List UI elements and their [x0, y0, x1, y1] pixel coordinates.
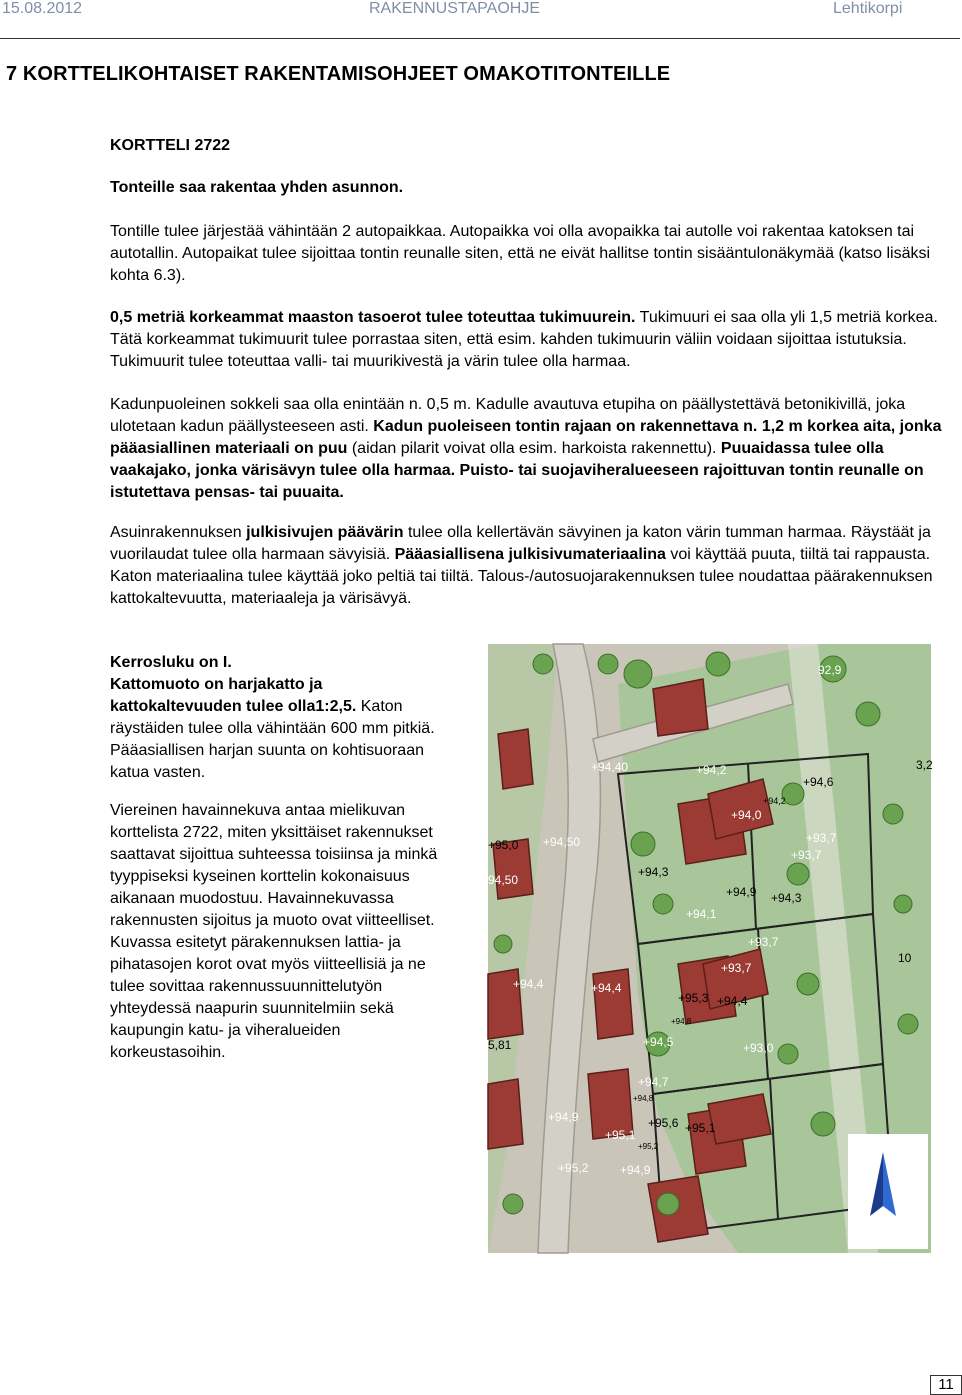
- page-header: [0, 0, 960, 39]
- street-frontage-paragraph: Kadunpuoleinen sokkeli saa olla enintään n. 0,5 m. Kadulle avautuva etupiha on päällystettävä betonikivillä, joka ulotetaan kadun päällysteeseen asti. Kadun puoleiseen tontin rajaan on rakennettava n. 1,2 m korkea aita, jonka pääasiallinen materiaali on puu (aidan pilarit voivat olla esim. harkoista rakennettu). Puuaidassa tulee olla vaakajako, jonka värisävyn tulee olla harmaa. Puisto- tai suojaviheralueeseen rajoittuvan tontin reunalle on istutettava pensas- tai puuaita.: [110, 396, 942, 501]
- site-plan-illustration: [488, 644, 931, 1253]
- svg-text:+95,0: +95,0: [488, 838, 519, 852]
- roof-rules: Kerrosluku on I. Kattomuoto on harjakatto ja kattokaltevuuden tulee olla1:2,5. Katon räystäiden tulee olla vähintään 600 mm pitkiä. Pääasiallisen harjan suunta on kohtisuoraan katua vasten.: [110, 654, 435, 781]
- svg-text:+95,6: +95,6: [648, 1116, 679, 1130]
- svg-text:+94,0: +94,0: [731, 808, 762, 822]
- svg-text:+94,9: +94,9: [548, 1110, 579, 1124]
- svg-text:+93,0: +93,0: [743, 1041, 774, 1055]
- svg-text:94,50: 94,50: [488, 873, 519, 887]
- svg-text:+95,1: +95,1: [685, 1121, 716, 1135]
- svg-text:+94,50: +94,50: [543, 835, 581, 849]
- svg-text:+94,5: +94,5: [643, 1035, 674, 1049]
- svg-text:+93,7: +93,7: [791, 848, 822, 862]
- page-title: 7 KORTTELIKOHTAISET RAKENTAMISOHJEET OMAKOTITONTEILLE: [6, 63, 671, 85]
- svg-text:+94,1: +94,1: [686, 907, 717, 921]
- svg-text:+94,3: +94,3: [771, 891, 802, 905]
- svg-text:+94,9: +94,9: [726, 885, 757, 899]
- svg-text:+95,1: +95,1: [605, 1128, 636, 1142]
- svg-text:3,2: 3,2: [916, 758, 933, 772]
- svg-text:+94,3: +94,3: [638, 865, 669, 879]
- svg-text:+95,2: +95,2: [638, 1142, 659, 1151]
- header-date: 15.08.2012: [2, 0, 83, 17]
- svg-text:+93,7: +93,7: [721, 961, 752, 975]
- svg-text:5,81: 5,81: [488, 1038, 512, 1052]
- svg-text:+94,4: +94,4: [513, 977, 544, 991]
- svg-text:+95,3: +95,3: [678, 991, 709, 1005]
- retaining-wall-paragraph: 0,5 metriä korkeammat maaston tasoerot tulee toteuttaa tukimuurein. Tukimuuri ei saa olla yli 1,5 metriä korkea. Tätä korkeammat tukimuurit tulee porrastaa siten, että esim. kahden tukimuurin väliin voidaan sijoittaa istutuksia. Tukimuurit tulee toteuttaa valli- tai muurikivestä ja värin tulee olla harmaa.: [110, 309, 938, 370]
- svg-text:+93,7: +93,7: [748, 935, 779, 949]
- svg-text:+94,2: +94,2: [696, 763, 727, 777]
- svg-text:+94,9: +94,9: [620, 1163, 651, 1177]
- svg-text:10: 10: [898, 951, 912, 965]
- facade-paragraph: Asuinrakennuksen julkisivujen päävärin tulee olla kellertävän sävyinen ja katon värin tumman harmaa. Räystäät ja vuorilaudat tulee olla harmaan sävyisiä. Pääasiallisena julkisivumateriaalina voi käyttää puuta, tiiltä tai rappausta. Katon materiaalina tulee käyttää joko peltiä tai tiiltä. Talous-/autosuojarakennuksen tulee noudattaa päärakennuksen kattokaltevuutta, materiaaleja ja värisävyä.: [110, 524, 933, 607]
- svg-text:+94,8: +94,8: [633, 1094, 654, 1103]
- svg-text:+94,4: +94,4: [591, 981, 622, 995]
- one-dwelling-rule: Tonteille saa rakentaa yhden asunnon.: [110, 179, 404, 196]
- illustration-description: Viereinen havainnekuva antaa mielikuvan korttelista 2722, miten yksittäiset rakennukset saattavat sijoittua suhteessa toisiinsa ja minkä tyyppiseksi kyseinen korttelin kokonaisuus aikanaan muodostuu. Havainnekuvassa rakennusten sijoitus ja muoto ovat viitteelliset. Kuvassa esitetyt pärakennuksen lattia- ja pihatasojen korot ovat myös viitteellisiä ja ne tulee sovittaa rakennussuunnittelutyön yhteydessä naapurin suunnitelmiin sekä kaupungin katu- ja viheralueiden korkeustasoihin.: [110, 802, 438, 1061]
- block-heading: KORTTELI 2722: [110, 137, 231, 154]
- parking-paragraph: Tontille tulee järjestää vähintään 2 autopaikkaa. Autopaikka voi olla avopaikka tai autolle voi rakentaa katoksen tai autotallin. Autopaikat tulee sijoittaa tontin reunalle siten, että ne eivät hallitse tontin sisääntulonäkymää (katso lisäksi kohta 6.3).: [110, 223, 931, 284]
- svg-text:+95,2: +95,2: [558, 1161, 589, 1175]
- svg-text:92,9: 92,9: [818, 663, 842, 677]
- svg-text:+94,40: +94,40: [591, 760, 629, 774]
- svg-text:+94,2: +94,2: [763, 796, 786, 806]
- north-arrow-icon: [848, 1134, 928, 1249]
- svg-text:+94,6: +94,6: [803, 775, 834, 789]
- svg-text:+94,8: +94,8: [671, 1017, 692, 1026]
- svg-text:+93,7: +93,7: [806, 831, 837, 845]
- svg-text:+94,4: +94,4: [717, 994, 748, 1008]
- header-doc-title: RAKENNUSTAPAOHJE: [369, 0, 540, 17]
- page-number: 11: [930, 1375, 962, 1395]
- header-area: Lehtikorpi: [833, 0, 903, 17]
- svg-text:+94,7: +94,7: [638, 1075, 669, 1089]
